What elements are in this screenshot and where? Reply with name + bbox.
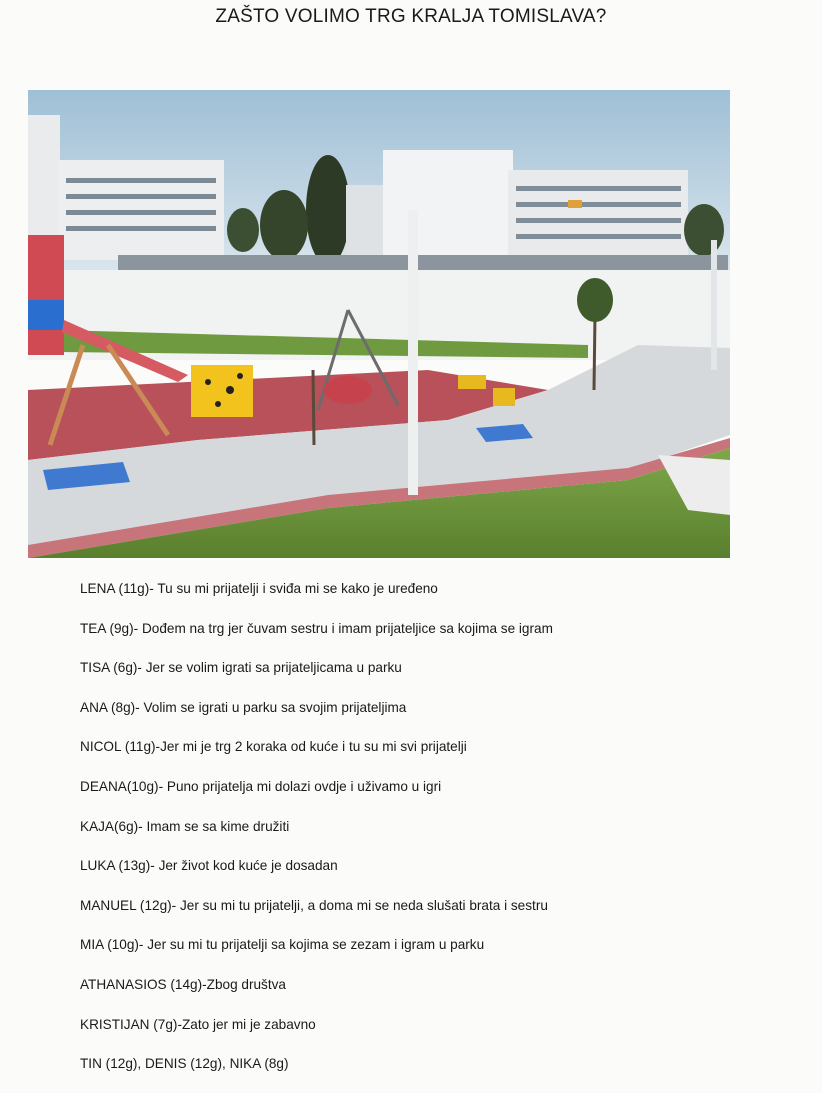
quote-item: MIA (10g)- Jer su mi tu prijatelji sa kojima se zezam i igram u parku — [80, 937, 485, 953]
playground-photo — [28, 90, 730, 558]
page-title: ZAŠTO VOLIMO TRG KRALJA TOMISLAVA? — [215, 6, 607, 27]
quote-item: KRISTIJAN (7g)-Zato jer mi je zabavno — [80, 1016, 316, 1032]
quotes-list — [80, 578, 780, 1093]
quote-item: ANA (8g)- Volim se igrati u parku sa svojim prijateljima — [80, 699, 407, 715]
quote-item: DEANA(10g)- Puno prijatelja mi dolazi ovdje i uživamo u igri — [80, 778, 442, 794]
quote-item: KAJA(6g)- Imam se sa kime družiti — [80, 818, 290, 834]
quote-item: TISA (6g)- Jer se volim igrati sa prijateljicama u parku — [80, 660, 402, 676]
quote-item: NICOL (11g)-Jer mi je trg 2 koraka od kuće i tu su mi svi prijatelji — [80, 739, 467, 755]
quote-item: ATHANASIOS (14g)-Zbog društva — [80, 976, 286, 992]
quote-item: MANUEL (12g)- Jer su mi tu prijatelji, a doma mi se neda slušati brata i sestru — [80, 897, 548, 913]
quote-item: TIN (12g), DENIS (12g), NIKA (8g) — [80, 1056, 289, 1072]
quote-item: LENA (11g)- Tu su mi prijatelji i sviđa mi se kako je uređeno — [80, 581, 438, 596]
quote-item: TEA (9g)- Dođem na trg jer čuvam sestru i imam prijateljice sa kojima se igram — [80, 620, 553, 636]
quote-item: LUKA (13g)- Jer život kod kuće je dosadan — [80, 858, 338, 874]
